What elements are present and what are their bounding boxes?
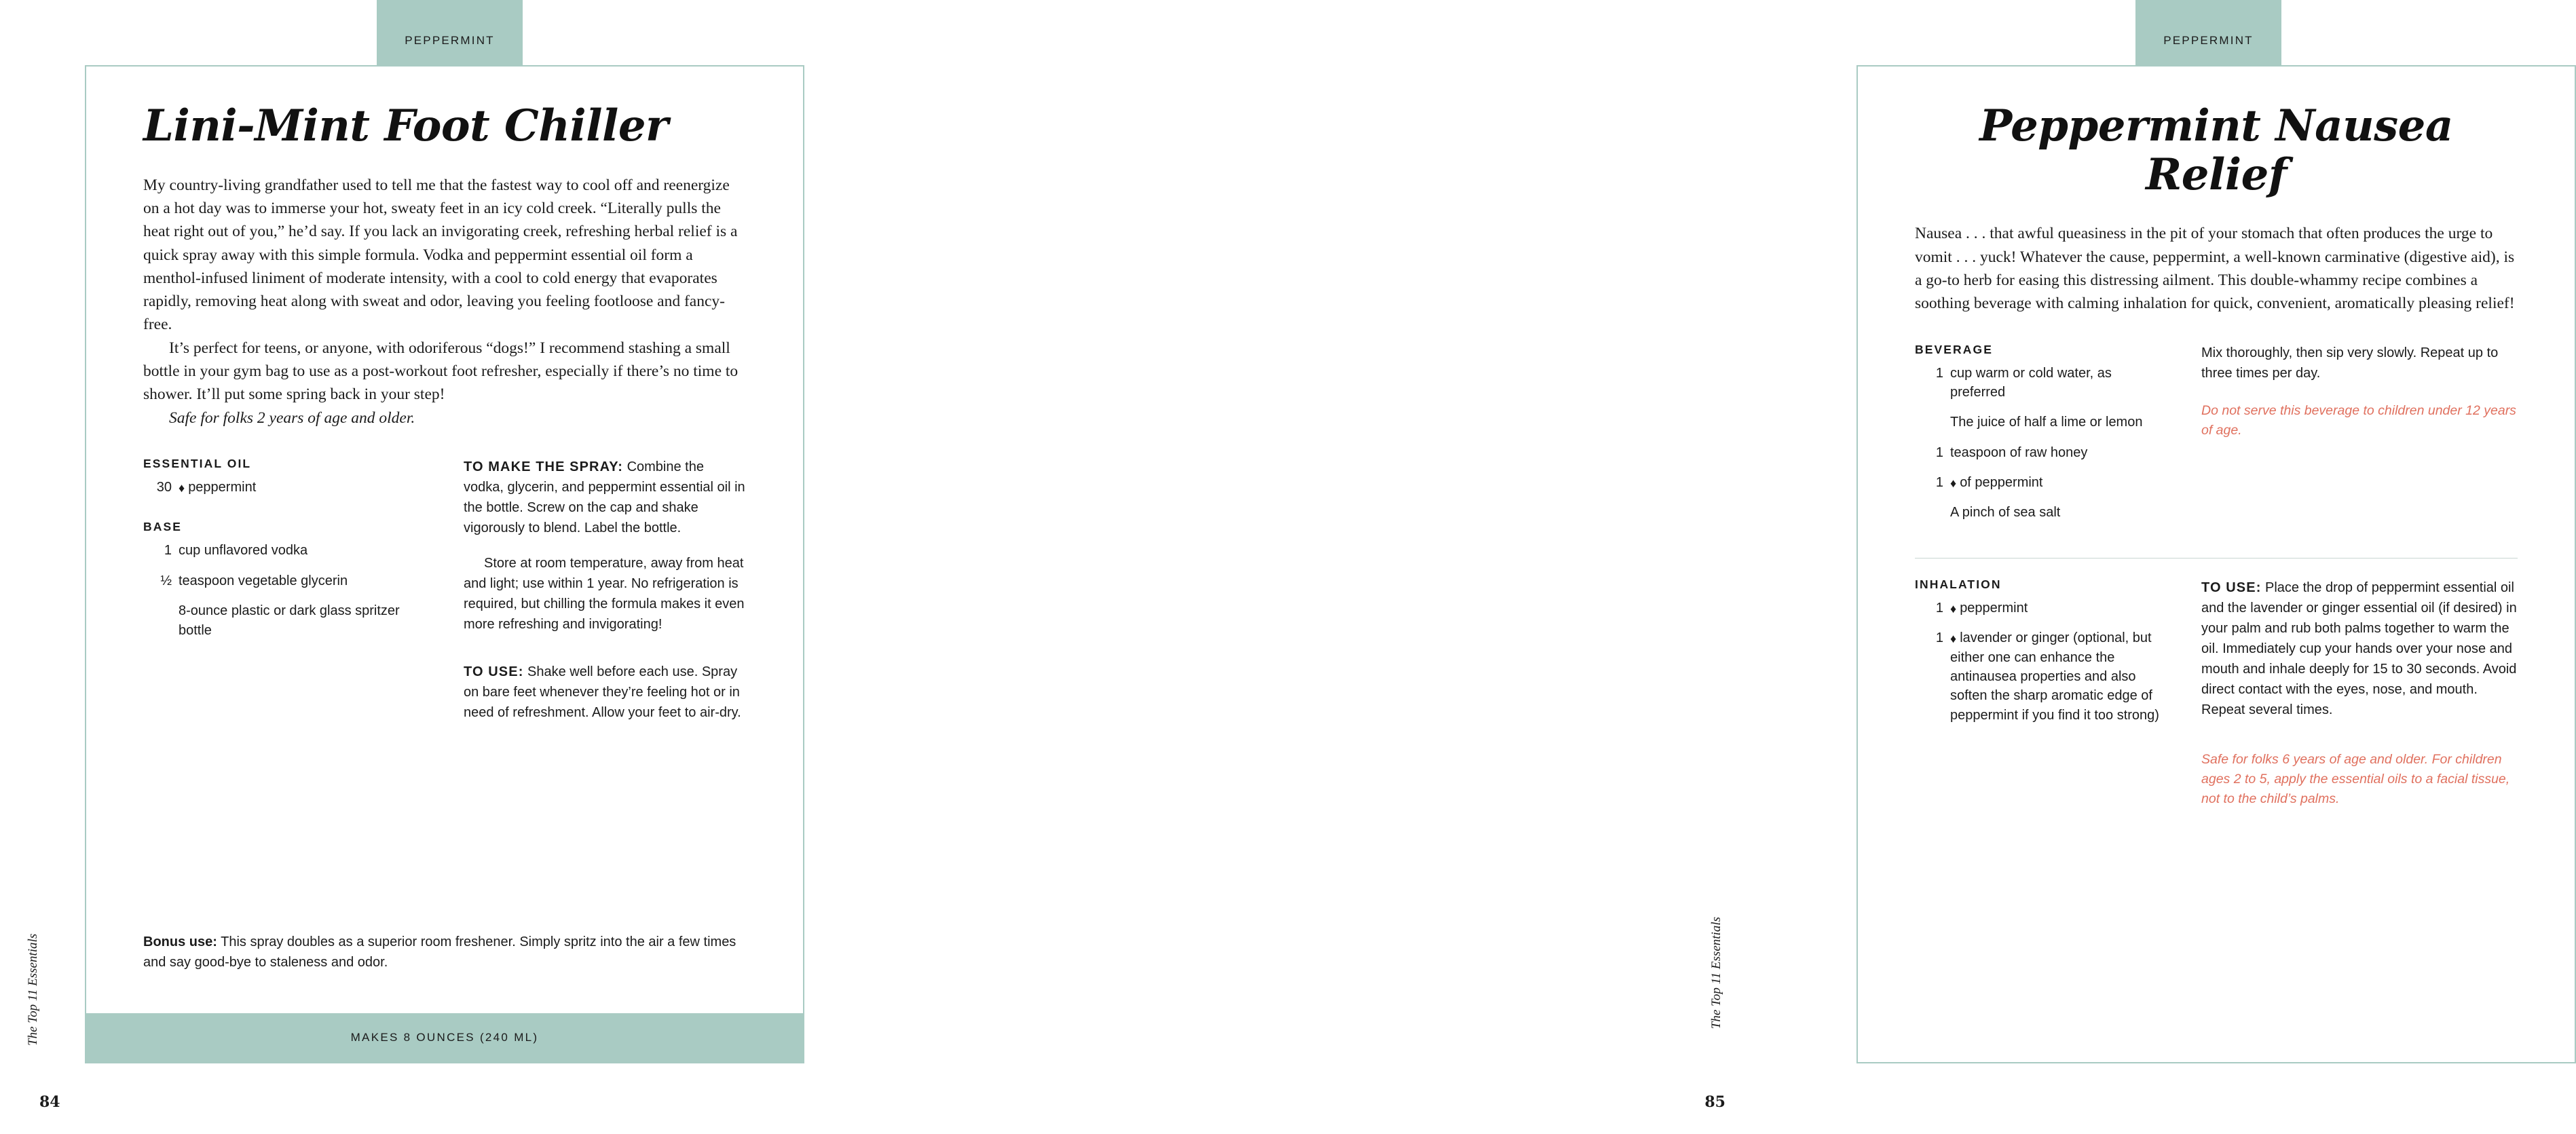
ingredient-label: cup warm or cold water, as preferred bbox=[1950, 365, 2112, 400]
right-page bbox=[882, 0, 2517, 1134]
ingredient-quantity: 30 bbox=[156, 479, 172, 495]
ingredient-quantity: 1 bbox=[1935, 630, 1943, 646]
ingredient-label: teaspoon of raw honey bbox=[1950, 445, 2088, 460]
instruction-to-use bbox=[464, 662, 746, 723]
left-page bbox=[0, 0, 882, 1134]
instruction-text: Combine the vodka, glycerin, and peppermint essential oil in the bottle. Screw on the cap and shake vigorously to blend. Label the bottle. bbox=[464, 459, 745, 535]
ingredient-label: The juice of half a lime or lemon bbox=[1950, 415, 2143, 430]
inhalation-instructions-column bbox=[2201, 578, 2518, 810]
inhalation-ingredients-column bbox=[1915, 578, 2159, 810]
ingredient-quantity: 1 bbox=[164, 543, 172, 559]
instruction-lead: TO MAKE THE SPRAY: bbox=[464, 459, 624, 474]
instruction-text: Place the drop of peppermint essential oil and the lavender or ginger essential oil (if desired) in your palm and rub both palms together to warm the oil. Immediately cup your hands over your nose and mouth and inhale deeply for 15 to 30 seconds. Avoid direct contact with the eyes, nose, and mouth. Repeat several times. bbox=[2201, 580, 2517, 717]
ingredient-quantity: 1 bbox=[1935, 445, 1943, 460]
inhalation-columns bbox=[1915, 578, 2518, 810]
instruction-lead: TO USE: bbox=[464, 664, 524, 679]
list-item bbox=[143, 478, 422, 497]
list-item bbox=[1915, 413, 2159, 432]
ingredient-label: peppermint bbox=[1960, 600, 2028, 616]
list-item bbox=[143, 601, 422, 640]
instructions-column bbox=[464, 457, 746, 738]
instruction-storage bbox=[464, 553, 746, 635]
list-item bbox=[1915, 364, 2159, 402]
page-title bbox=[1915, 102, 2518, 199]
ingredient-list-base bbox=[143, 541, 422, 640]
ingredient-quantity bbox=[143, 601, 179, 640]
ingredient-label: lavender or ginger (optional, but either one can enhance the antinausea properties and also soften the sharp aromatic edge of peppermint if you find it too strong) bbox=[1950, 630, 2159, 723]
right-page-content bbox=[1915, 102, 2518, 810]
list-item bbox=[1915, 443, 2159, 462]
instruction-text: Shake well before each use. Spray on bare feet whenever they’re feeling hot or in need of refreshment. Allow your feet to air-dry. bbox=[464, 664, 741, 720]
list-item bbox=[143, 571, 422, 590]
warning-beverage: Do not serve this beverage to children under 12 years of age. bbox=[2201, 402, 2516, 438]
ingredient-quantity bbox=[1915, 503, 1950, 522]
intro-paragraph-1: Nausea . . . that awful queasiness in the pit of your stomach that often produces the urge to vomit . . . yuck! Whatever the cause, peppermint, a well-known carminative (digestive aid), is a go-to herb for easing this distressing ailment. This double-whammy recipe combines a soothing beverage with calming inhalation for quick, convenient, aromatically pleasing relief! bbox=[1915, 225, 2515, 313]
section-heading-essential-oil: ESSENTIAL OIL bbox=[143, 456, 252, 470]
bonus-use-note bbox=[143, 932, 746, 972]
instruction-make-spray bbox=[464, 457, 746, 538]
page-number-left: 84 bbox=[39, 1093, 60, 1111]
ingredient-text bbox=[1950, 473, 2159, 492]
section-divider bbox=[1915, 558, 2518, 559]
ingredient-quantity: 1 bbox=[1935, 600, 1943, 616]
bonus-label: Bonus use: bbox=[143, 934, 217, 949]
ingredient-quantity: ½ bbox=[160, 573, 172, 588]
running-head-label: PEPPERMINT bbox=[405, 34, 495, 47]
drop-icon: ♦ bbox=[179, 480, 185, 495]
page-title-line-2: Relief bbox=[2146, 149, 2287, 200]
ingredient-label: 8-ounce plastic or dark glass spritzer bottle bbox=[179, 603, 400, 638]
list-item bbox=[1915, 473, 2159, 492]
safety-note: Safe for folks 2 years of age and older. bbox=[169, 409, 415, 427]
left-page-frame bbox=[85, 65, 804, 1063]
beverage-instructions-column bbox=[2201, 343, 2518, 533]
ingredient-quantity bbox=[1915, 413, 1950, 432]
ingredient-text bbox=[1950, 599, 2159, 618]
ingredient-text bbox=[1950, 628, 2159, 725]
ingredient-list-essential-oil bbox=[143, 478, 422, 497]
warning-inhalation: Safe for folks 6 years of age and older. For children ages 2 to 5, apply the essential oils to a facial tissue, not to the child’s palms. bbox=[2201, 751, 2510, 807]
makes-banner-label: MAKES 8 OUNCES (240 ML) bbox=[350, 1031, 539, 1044]
section-heading-inhalation: INHALATION bbox=[1915, 577, 2002, 591]
ingredient-label: of peppermint bbox=[1960, 475, 2043, 491]
list-item bbox=[1915, 503, 2159, 522]
page-number-right: 85 bbox=[1704, 1093, 1725, 1111]
drop-icon: ♦ bbox=[1950, 476, 1957, 491]
instruction-inhalation bbox=[2201, 578, 2518, 720]
drop-icon: ♦ bbox=[1950, 601, 1957, 616]
intro-paragraph-1: My country-living grandfather used to tell me that the fastest way to cool off and reenergize on a hot day was to immerse your hot, sweaty feet in an icy cold creek. “Literally pulls the heat right out of you,” he’d say. If you lack an invigorating creek, refreshing herbal relief is a quick spray away with this simple formula. Vodka and peppermint essential oil form a menthol-infused liniment of moderate intensity, with a cool to cold energy that evaporates rapidly, removing heat along with sweat and odor, leaving you feeling footloose and fancy-free. bbox=[143, 176, 738, 334]
list-item bbox=[143, 541, 422, 560]
instruction-text: Store at room temperature, away from heat and light; use within 1 year. No refrigeration is required, but chilling the formula makes it even more refreshing and invigorating! bbox=[464, 555, 745, 632]
ingredient-label: teaspoon vegetable glycerin bbox=[179, 573, 348, 588]
ingredient-quantity: 1 bbox=[1935, 365, 1943, 381]
drop-icon: ♦ bbox=[1950, 632, 1957, 646]
right-page-frame bbox=[1856, 65, 2576, 1063]
ingredients-column bbox=[143, 457, 422, 738]
ingredient-quantity: 1 bbox=[1935, 475, 1943, 491]
recipe-columns bbox=[143, 457, 746, 738]
page-title-line-1: Peppermint Nausea bbox=[1979, 100, 2453, 151]
instruction-lead: TO USE: bbox=[2201, 580, 2262, 595]
list-item bbox=[1915, 628, 2159, 725]
section-heading-base: BASE bbox=[143, 520, 183, 534]
ingredient-label: A pinch of sea salt bbox=[1950, 505, 2061, 521]
beverage-columns bbox=[1915, 343, 2518, 533]
ingredient-list-inhalation bbox=[1915, 599, 2159, 725]
ingredient-text bbox=[179, 478, 422, 497]
bonus-text: This spray doubles as a superior room freshener. Simply spritz into the air a few times and say good-bye to staleness and odor. bbox=[143, 934, 736, 970]
side-running-title-right: The Top 11 Essentials bbox=[1709, 917, 1723, 1029]
page-title: Lini-Mint Foot Chiller bbox=[143, 100, 669, 151]
beverage-ingredients-column bbox=[1915, 343, 2159, 533]
intro-paragraph-2: It’s perfect for teens, or anyone, with odoriferous “dogs!” I recommend stashing a small bottle in your gym bag to use as a post-workout foot refresher, especially if there’s no time to shower. It’ll put some spring back in your step! bbox=[143, 339, 739, 404]
ingredient-list-beverage bbox=[1915, 364, 2159, 523]
ingredient-label: peppermint bbox=[188, 479, 257, 495]
instruction-beverage: Mix thoroughly, then sip very slowly. Repeat up to three times per day. bbox=[2201, 345, 2499, 381]
section-heading-beverage: BEVERAGE bbox=[1915, 342, 1994, 356]
list-item bbox=[1915, 599, 2159, 618]
side-running-title-left: The Top 11 Essentials bbox=[26, 933, 40, 1046]
ingredient-label: cup unflavored vodka bbox=[179, 543, 308, 559]
running-head-label: PEPPERMINT bbox=[2163, 34, 2254, 47]
makes-banner bbox=[86, 1013, 803, 1062]
left-page-content bbox=[143, 102, 746, 738]
